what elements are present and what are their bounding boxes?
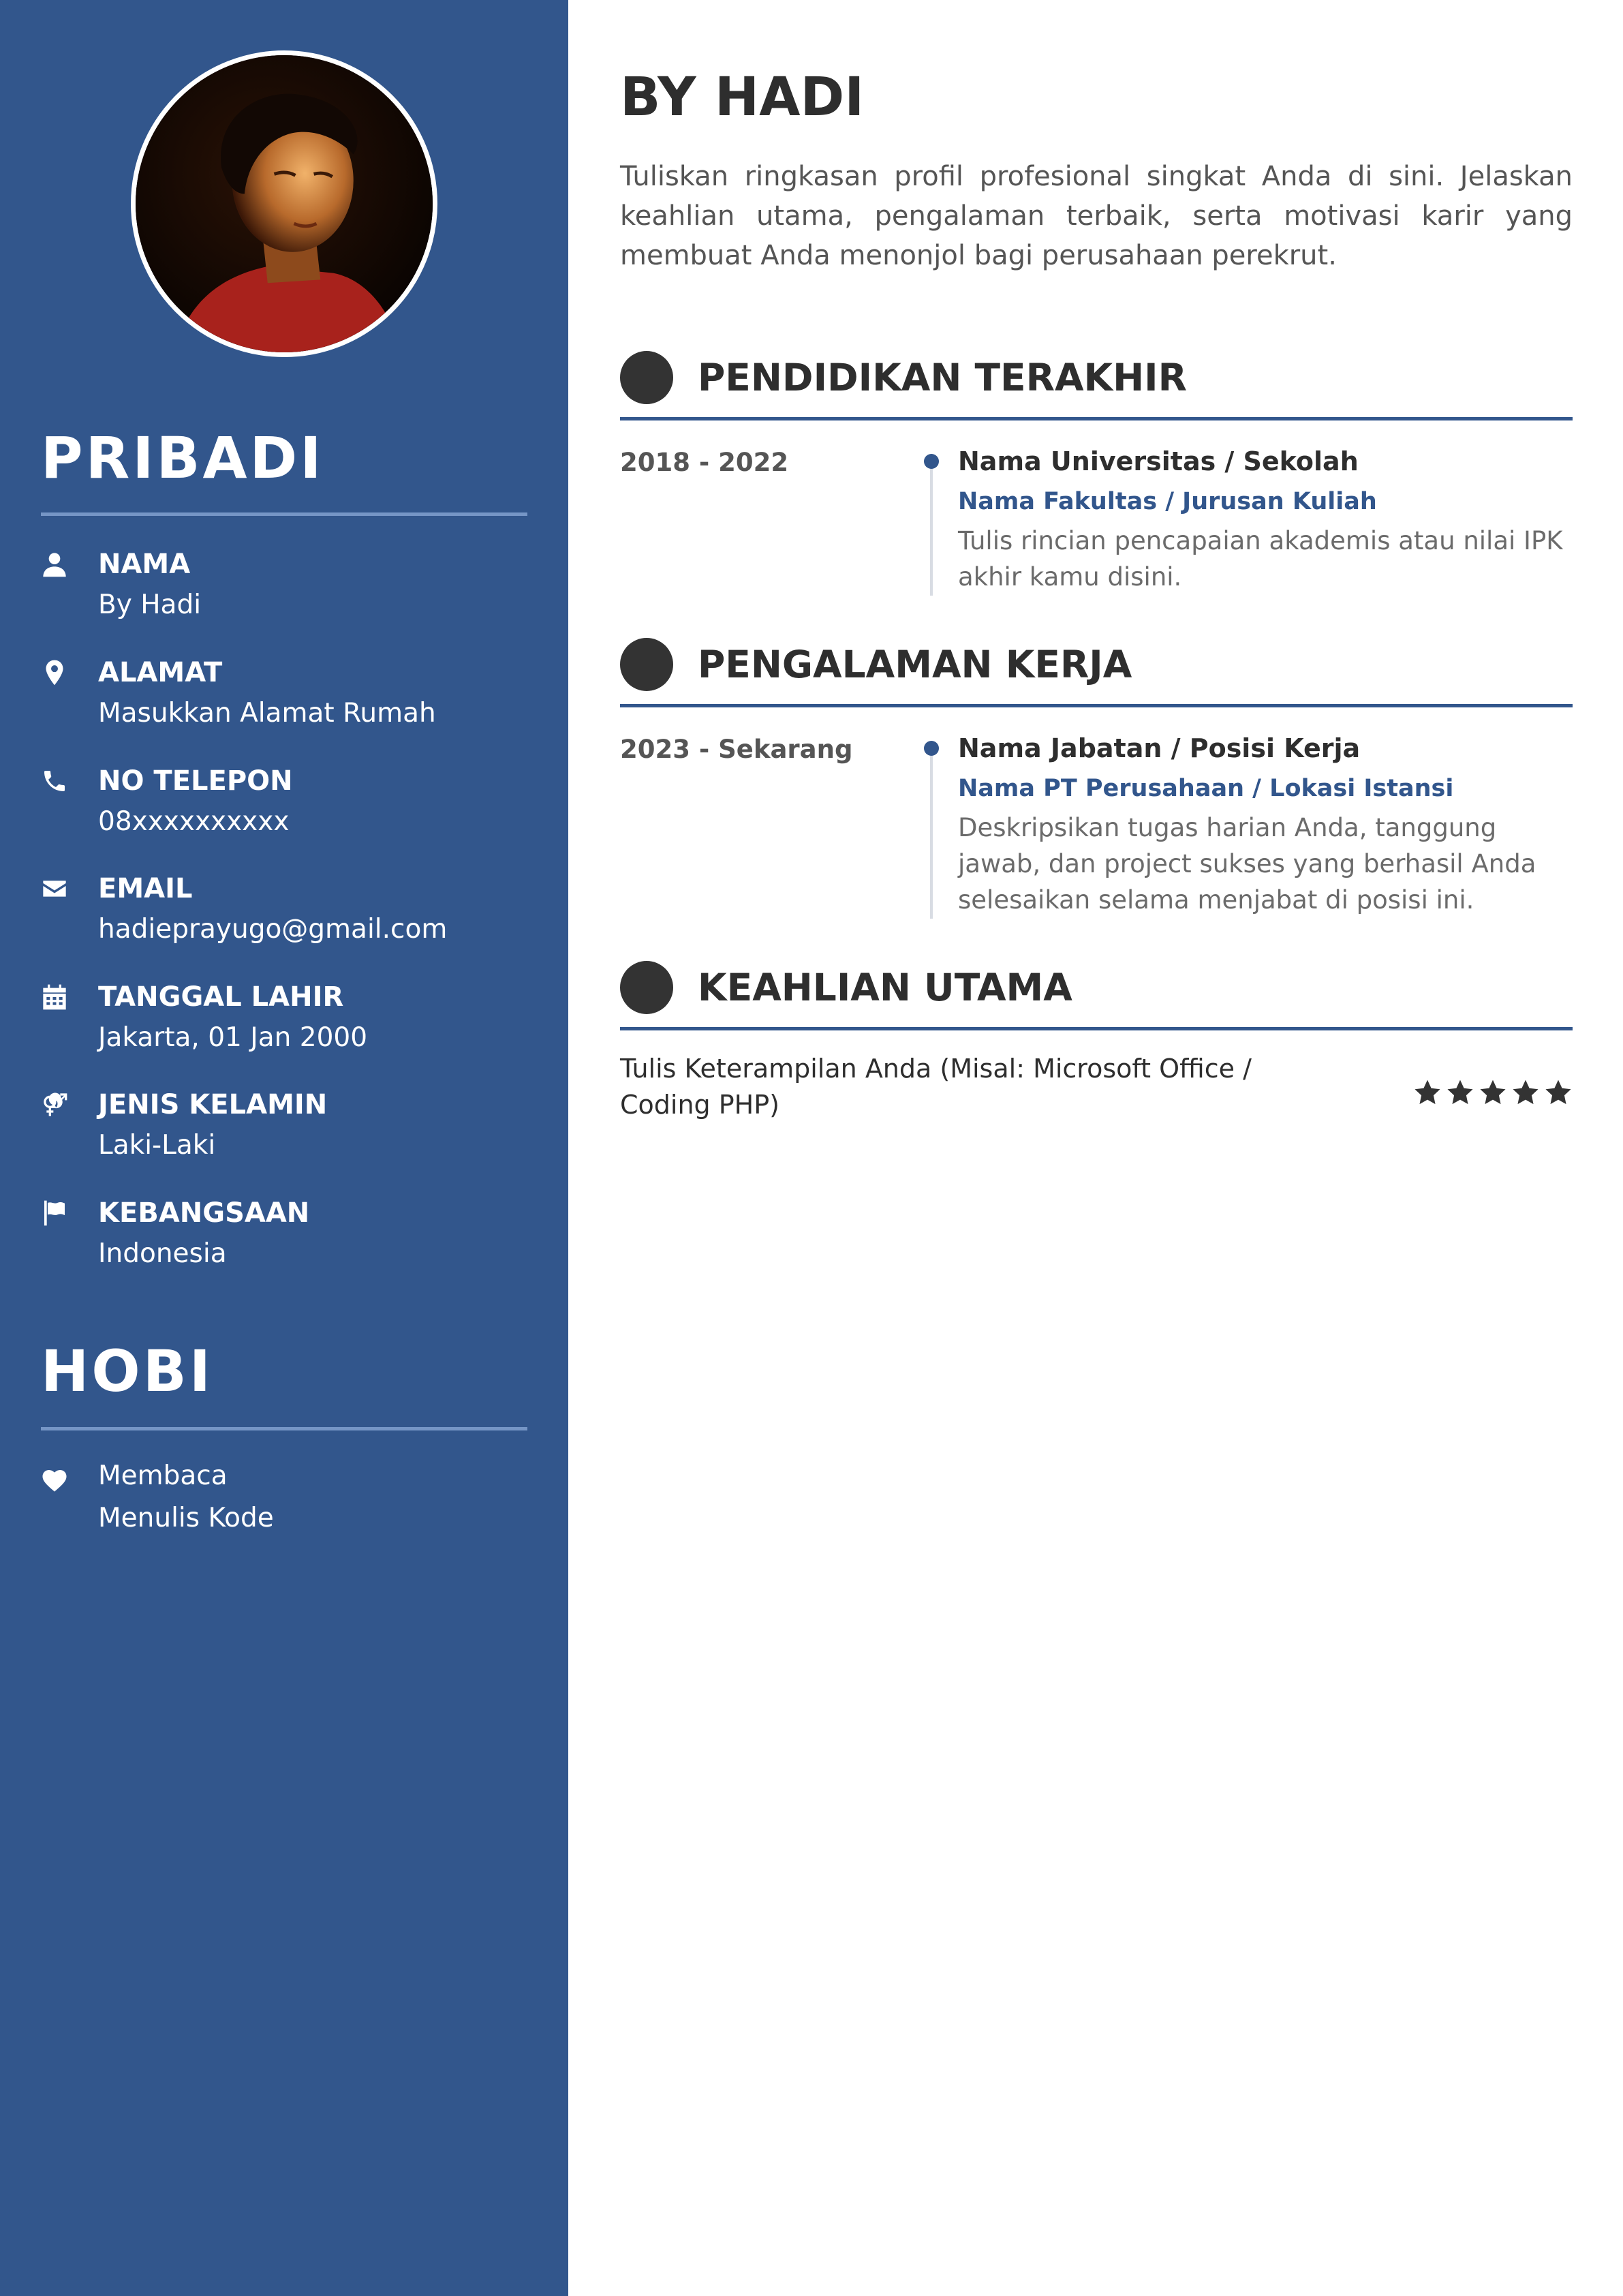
star-icon — [1413, 1078, 1442, 1107]
hobby-block — [41, 1464, 75, 1498]
info-label: JENIS KELAMIN — [98, 1089, 328, 1120]
star-icon — [1446, 1078, 1474, 1107]
skills-section-divider — [620, 1027, 1573, 1030]
personal-section-divider — [41, 512, 527, 516]
info-label: KEBANGSAAN — [98, 1197, 310, 1229]
location-pin-icon — [41, 659, 71, 689]
info-label: NAMA — [98, 549, 191, 580]
info-value: Jakarta, 01 Jan 2000 — [98, 1022, 368, 1053]
skills-bullet — [620, 961, 673, 1014]
education-section-title: PENDIDIKAN TERAKHIR — [698, 356, 1187, 399]
heart-icon — [41, 1467, 71, 1497]
experience-position: Nama Jabatan / Posisi Kerja — [958, 733, 1361, 763]
experience-date: 2023 - Sekarang — [620, 735, 853, 764]
hobby-item: Membaca — [98, 1460, 228, 1491]
experience-description: Deskripsikan tugas harian Anda, tanggung jawab, dan project sukses yang berhasil Anda selesaikan selama menjabat di posisi ini. — [958, 813, 1536, 915]
calendar-icon — [41, 983, 71, 1013]
info-label: ALAMAT — [98, 657, 223, 688]
experience-timeline — [930, 743, 933, 919]
experience-section-title: PENGALAMAN KERJA — [698, 643, 1132, 686]
skill-name: Tulis Keterampilan Anda (Misal: Microsoft Office / Coding PHP) — [620, 1054, 1252, 1120]
hobby-section-divider — [41, 1427, 527, 1430]
info-value: 08xxxxxxxxxx — [98, 806, 290, 837]
cv-name: BY HADI — [620, 67, 865, 128]
education-school: Nama Universitas / Sekolah — [958, 446, 1359, 476]
education-date: 2018 - 2022 — [620, 448, 789, 477]
experience-section-divider — [620, 704, 1573, 707]
skills-section-title: KEAHLIAN UTAMA — [698, 966, 1072, 1009]
skill-rating — [1413, 1078, 1573, 1108]
star-icon — [1511, 1078, 1540, 1107]
education-description: Tulis rincian pencapaian akademis atau nilai IPK akhir kamu disini. — [958, 526, 1563, 592]
experience-company: Nama PT Perusahaan / Lokasi Istansi — [958, 775, 1454, 802]
personal-section-title: PRIBADI — [41, 425, 324, 491]
education-bullet — [620, 351, 673, 404]
hobby-item: Menulis Kode — [98, 1503, 274, 1533]
star-icon — [1479, 1078, 1507, 1107]
info-value: By Hadi — [98, 590, 202, 620]
info-label: NO TELEPON — [98, 765, 293, 797]
profile-photo-image — [136, 55, 433, 352]
user-icon — [41, 551, 71, 581]
education-section-divider — [620, 417, 1573, 420]
info-value: Indonesia — [98, 1238, 227, 1269]
flag-icon — [41, 1199, 71, 1229]
info-value: hadieprayugo@gmail.com — [98, 914, 448, 945]
education-timeline — [930, 455, 933, 596]
sidebar — [0, 0, 568, 2296]
info-value: Laki-Laki — [98, 1130, 216, 1161]
experience-timeline-dot — [924, 741, 939, 756]
star-icon — [1544, 1078, 1573, 1107]
gender-icon — [41, 1091, 71, 1121]
phone-icon — [41, 767, 71, 797]
info-label: EMAIL — [98, 873, 193, 904]
education-major: Nama Fakultas / Jurusan Kuliah — [958, 488, 1377, 515]
profile-photo — [131, 50, 437, 357]
education-timeline-dot — [924, 454, 939, 469]
profile-summary: Tuliskan ringkasan profil profesional singkat Anda di sini. Jelaskan keahlian utama, pengalaman terbaik, serta motivasi karir yang membuat Anda menonjol bagi perusahaan perekrut. — [620, 161, 1573, 271]
envelope-icon — [41, 875, 71, 905]
info-value: Masukkan Alamat Rumah — [98, 698, 436, 729]
info-label: TANGGAL LAHIR — [98, 981, 344, 1013]
experience-bullet — [620, 638, 673, 691]
hobby-section-title: HOBI — [41, 1338, 213, 1405]
